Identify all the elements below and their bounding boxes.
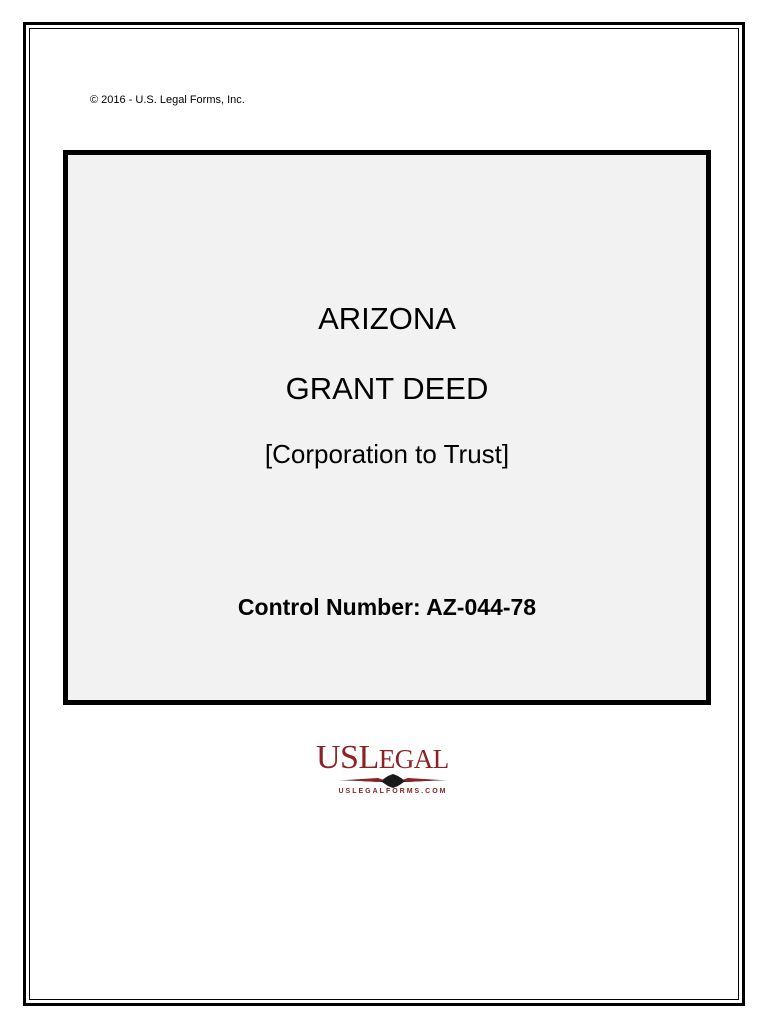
- logo-url: USLEGALFORMS.COM: [338, 788, 448, 795]
- logo-word-rest: EGAL: [378, 744, 449, 774]
- control-number: Control Number: AZ-044-78: [237, 594, 537, 620]
- logo-wordmark: [316, 738, 449, 779]
- state-heading: ARIZONA: [318, 301, 456, 336]
- logo-word-l: L: [358, 739, 379, 776]
- title-box: [63, 150, 711, 705]
- logo-word-us: US: [316, 739, 359, 776]
- eagle-icon: [338, 774, 448, 788]
- document-subtitle: [Corporation to Trust]: [264, 439, 510, 469]
- document-type-heading: GRANT DEED: [285, 371, 489, 406]
- copyright-notice: © 2016 - U.S. Legal Forms, Inc.: [90, 94, 245, 106]
- uslegal-logo: [300, 738, 470, 800]
